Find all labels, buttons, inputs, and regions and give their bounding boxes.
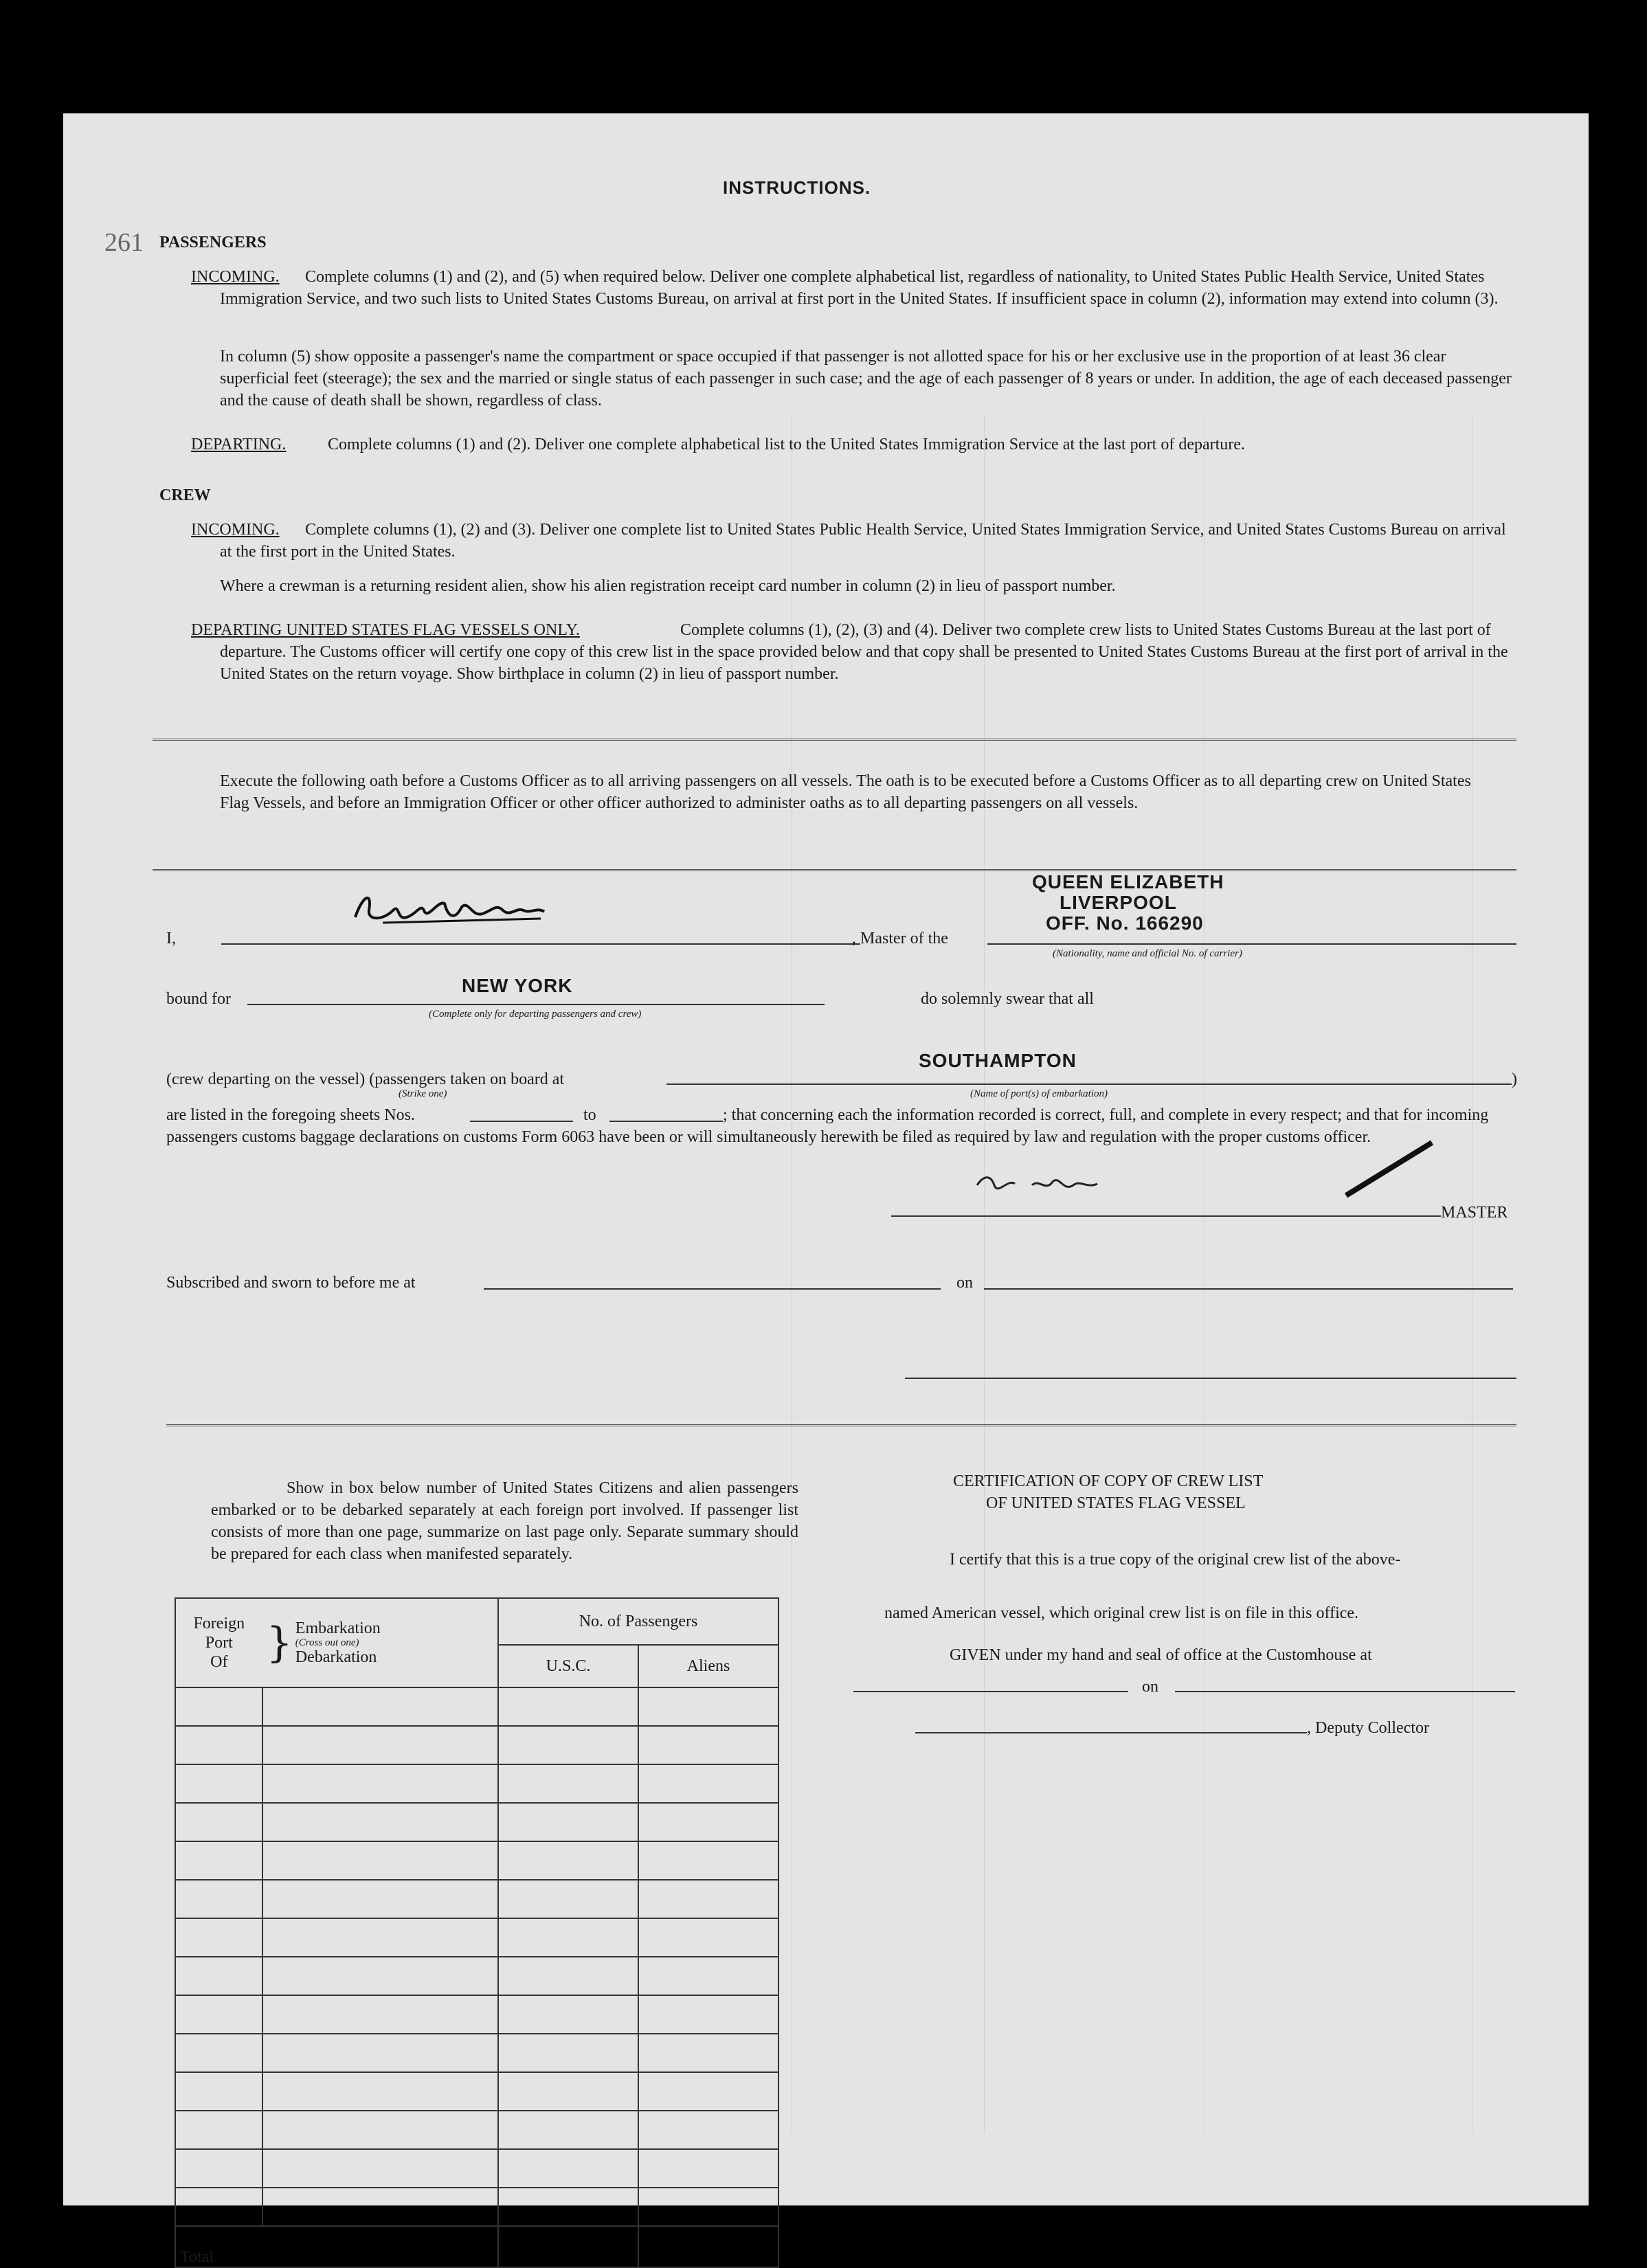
oath-bound-label: bound for bbox=[166, 990, 231, 1008]
aliens-cell[interactable] bbox=[638, 2072, 778, 2111]
deputy-signature-field[interactable] bbox=[915, 1732, 1307, 1733]
port-cell[interactable] bbox=[175, 1841, 262, 1880]
port-cell[interactable] bbox=[175, 1803, 262, 1841]
listed-text-a: are listed in the foregoing sheets Nos. bbox=[166, 1106, 415, 1124]
aliens-cell[interactable] bbox=[638, 2111, 778, 2149]
aliens-cell[interactable] bbox=[638, 1726, 778, 1764]
aliens-cell[interactable] bbox=[638, 1764, 778, 1803]
brace-icon: } bbox=[266, 1619, 293, 1667]
embarkation-stamp: SOUTHAMPTON bbox=[919, 1050, 1077, 1071]
embarkation-close-paren: ) bbox=[1512, 1070, 1517, 1088]
oath-master-of-label: , Master of the bbox=[852, 930, 948, 947]
embark-debark-cell[interactable] bbox=[262, 1726, 498, 1764]
oath-i-label: I, bbox=[166, 930, 176, 947]
summary-row bbox=[175, 1880, 778, 1918]
usc-cell[interactable] bbox=[498, 2111, 638, 2149]
col-cross: (Cross out one) bbox=[295, 1637, 359, 1648]
vessel-name-stamp: QUEEN ELIZABETH bbox=[1032, 871, 1224, 892]
col-of: Of bbox=[210, 1653, 228, 1671]
summary-row bbox=[175, 2111, 778, 2149]
passenger-summary-table bbox=[175, 1597, 779, 2268]
summary-row bbox=[175, 1764, 778, 1803]
passengers-incoming-label: INCOMING. bbox=[191, 268, 280, 286]
aliens-cell[interactable] bbox=[638, 1995, 778, 2034]
vessel-port-stamp: LIVERPOOL bbox=[1060, 892, 1177, 913]
embark-debark-cell[interactable] bbox=[262, 1841, 498, 1880]
usc-cell[interactable] bbox=[498, 1918, 638, 1957]
port-cell[interactable] bbox=[175, 1726, 262, 1764]
usc-cell[interactable] bbox=[498, 2188, 638, 2226]
port-cell[interactable] bbox=[175, 1995, 262, 2034]
usc-cell[interactable] bbox=[498, 2072, 638, 2111]
summary-row bbox=[175, 2188, 778, 2226]
strike-caption: (Strike one) bbox=[399, 1088, 447, 1099]
col-embarkation: Embarkation bbox=[295, 1619, 381, 1637]
port-cell[interactable] bbox=[175, 2149, 262, 2188]
col-no-passengers: No. of Passengers bbox=[498, 1598, 778, 1645]
total-label: Total bbox=[175, 2226, 498, 2267]
aliens-cell[interactable] bbox=[638, 1957, 778, 1995]
summary-row bbox=[175, 1995, 778, 2034]
oath-swear-text: do solemnly swear that all bbox=[921, 990, 1094, 1008]
deputy-label: , Deputy Collector bbox=[1307, 1719, 1429, 1737]
page-title: INSTRUCTIONS. bbox=[723, 177, 871, 198]
header-foreign-port bbox=[175, 1598, 262, 1687]
crew-alien-text: Where a crewman is a returning resident alien, show his alien registration receipt card number in column (2) in lieu of passport number. bbox=[220, 577, 1116, 595]
embark-debark-cell[interactable] bbox=[262, 1687, 498, 1726]
crew-incoming-label: INCOMING. bbox=[191, 521, 280, 539]
embark-debark-cell[interactable] bbox=[262, 1995, 498, 2034]
master-signature-field[interactable] bbox=[891, 1215, 1441, 1217]
vessel-field[interactable] bbox=[987, 943, 1516, 945]
embarkation-field[interactable] bbox=[666, 1084, 1512, 1085]
section-divider bbox=[166, 1424, 1516, 1426]
certification-title-line1: CERTIFICATION OF COPY OF CREW LIST bbox=[953, 1472, 1264, 1490]
summary-row bbox=[175, 1726, 778, 1764]
subscribed-on-label: on bbox=[956, 1274, 973, 1292]
usc-cell[interactable] bbox=[498, 1764, 638, 1803]
page-number: 261 bbox=[104, 228, 144, 257]
vessel-official-no-stamp: OFF. No. 166290 bbox=[1046, 912, 1204, 934]
port-cell[interactable] bbox=[175, 2111, 262, 2149]
listed-to: to bbox=[583, 1106, 596, 1124]
header-embark-debark bbox=[262, 1598, 498, 1687]
embark-debark-cell[interactable] bbox=[262, 1957, 498, 1995]
aliens-cell[interactable] bbox=[638, 1918, 778, 1957]
customhouse-field[interactable] bbox=[853, 1691, 1128, 1692]
crew-heading: CREW bbox=[159, 486, 211, 504]
given-text: GIVEN under my hand and seal of office at the Customhouse at bbox=[950, 1646, 1372, 1664]
summary-row bbox=[175, 1803, 778, 1841]
oath-intro: Execute the following oath before a Customs Officer as to all arriving passengers on all vessels. The oath is to be executed before a Customs Officer as to all departing crew on United States Flag Vessels, and before an Immigration Officer or other officer authorized to administer oaths as to all departing passengers on all vessels. bbox=[220, 772, 1471, 812]
aliens-cell[interactable] bbox=[638, 1880, 778, 1918]
usc-cell[interactable] bbox=[498, 1726, 638, 1764]
subscribed-label: Subscribed and sworn to before me at bbox=[166, 1274, 416, 1292]
master-name-field[interactable] bbox=[221, 943, 860, 945]
embark-debark-cell[interactable] bbox=[262, 1764, 498, 1803]
embark-debark-cell[interactable] bbox=[262, 2188, 498, 2226]
oath-crew-pass-label: (crew departing on the vessel) (passengers taken on board at bbox=[166, 1070, 565, 1088]
summary-row bbox=[175, 1841, 778, 1880]
certify-line2: named American vessel, which original crew list is on file in this office. bbox=[884, 1604, 1359, 1622]
passengers-incoming-text: Complete columns (1) and (2), and (5) when required below. Deliver one complete alphabetical list, regardless of nationality, to United States Public Health Service, United States Immigration Service, and two such lists to United States Customs Bureau, on arrival at first port in the United States. If insufficient space in column (2), information may extend into column (3). bbox=[220, 268, 1499, 308]
usc-cell[interactable] bbox=[498, 2149, 638, 2188]
section-divider bbox=[153, 739, 1516, 741]
aliens-cell[interactable] bbox=[638, 2149, 778, 2188]
certification-on-label: on bbox=[1142, 1678, 1158, 1696]
summary-row bbox=[175, 2034, 778, 2072]
col-port: Port bbox=[205, 1634, 233, 1652]
crew-departing-text: Complete columns (1), (2), (3) and (4). Deliver two complete crew lists to United States Customs Bureau at the last port of departure. The Customs officer will certify one copy of this crew list in the space provided below and that copy shall be presented to United States Customs Bureau at the first port of arrival in the United States on the return voyage. Show birthplace in column (2) in lieu of passport number. bbox=[220, 621, 1508, 683]
embarkation-caption: (Name of port(s) of embarkation) bbox=[970, 1088, 1108, 1099]
destination-caption: (Complete only for departing passengers and crew) bbox=[429, 1009, 642, 1020]
destination-stamp: NEW YORK bbox=[462, 975, 573, 996]
certification-title-line2: OF UNITED STATES FLAG VESSEL bbox=[986, 1494, 1246, 1512]
total-usc-cell[interactable] bbox=[498, 2226, 638, 2267]
col-aliens: Aliens bbox=[638, 1645, 778, 1687]
summary-row bbox=[175, 1918, 778, 1957]
passengers-heading: PASSENGERS bbox=[159, 234, 267, 251]
aliens-cell[interactable] bbox=[638, 1803, 778, 1841]
usc-cell[interactable] bbox=[498, 1687, 638, 1726]
pen-stroke-mark bbox=[1343, 1137, 1439, 1199]
aliens-cell[interactable] bbox=[638, 2188, 778, 2226]
embark-debark-cell[interactable] bbox=[262, 2034, 498, 2072]
summary-rows bbox=[175, 1687, 778, 2226]
total-aliens-cell[interactable] bbox=[638, 2226, 778, 2267]
summary-row bbox=[175, 2072, 778, 2111]
usc-cell[interactable] bbox=[498, 1841, 638, 1880]
master-label: MASTER bbox=[1441, 1204, 1508, 1222]
sworn-place-field[interactable] bbox=[484, 1288, 941, 1290]
usc-cell[interactable] bbox=[498, 1995, 638, 2034]
embark-debark-cell[interactable] bbox=[262, 1803, 498, 1841]
embark-debark-cell[interactable] bbox=[262, 2111, 498, 2149]
port-cell[interactable] bbox=[175, 1957, 262, 1995]
certification-date-field[interactable] bbox=[1175, 1691, 1515, 1692]
summary-instructions: Show in box below number of United States Citizens and alien passengers embarked or to be debarked separately at each foreign port involved. If passenger list consists of more than one page, summarize on last page only. Separate summary should be prepared for each class when manifested separately. bbox=[211, 1479, 798, 1563]
port-cell[interactable] bbox=[175, 2188, 262, 2226]
vessel-caption: (Nationality, name and official No. of carrier) bbox=[1053, 948, 1242, 959]
col-debarkation: Debarkation bbox=[295, 1648, 377, 1666]
master-signature bbox=[341, 883, 554, 931]
passengers-departing-label: DEPARTING. bbox=[191, 436, 287, 453]
crew-departing-label: DEPARTING UNITED STATES FLAG VESSELS ONLY. bbox=[191, 621, 580, 639]
usc-cell[interactable] bbox=[498, 1880, 638, 1918]
port-cell[interactable] bbox=[175, 1764, 262, 1803]
usc-cell[interactable] bbox=[498, 1803, 638, 1841]
passengers-column5-text: In column (5) show opposite a passenger's name the compartment or space occupied if that passenger is not allotted space for his or her exclusive use in the proportion of at least 36 clear superficial feet (steerage); the sex and the married or single status of each passenger in such case; and the age of each passenger of 8 years or under. In addition, the age of each deceased passenger and the cause of death shall be shown, regardless of class. bbox=[220, 348, 1512, 409]
port-cell[interactable] bbox=[175, 1687, 262, 1726]
embark-debark-cell[interactable] bbox=[262, 1880, 498, 1918]
embark-debark-cell[interactable] bbox=[262, 1918, 498, 1957]
embark-debark-cell[interactable] bbox=[262, 2149, 498, 2188]
summary-row bbox=[175, 1687, 778, 1726]
port-cell[interactable] bbox=[175, 1880, 262, 1918]
crew-incoming-text: Complete columns (1), (2) and (3). Deliver one complete list to United States Public Health Service, United States Immigration Service, and United States Customs Bureau on arrival at the first port in the United States. bbox=[220, 521, 1506, 561]
col-usc: U.S.C. bbox=[498, 1645, 638, 1687]
col-foreign: Foreign bbox=[193, 1615, 245, 1632]
port-cell[interactable] bbox=[175, 2072, 262, 2111]
aliens-cell[interactable] bbox=[638, 1687, 778, 1726]
officer-signature-field[interactable] bbox=[905, 1378, 1516, 1379]
second-signature bbox=[970, 1165, 1121, 1199]
summary-row bbox=[175, 2149, 778, 2188]
summary-row bbox=[175, 1957, 778, 1995]
passengers-departing-text: Complete columns (1) and (2). Deliver one complete alphabetical list to the United States Immigration Service at the last port of departure. bbox=[328, 436, 1245, 453]
total-row bbox=[175, 2226, 778, 2267]
embark-debark-cell[interactable] bbox=[262, 2072, 498, 2111]
certify-line1: I certify that this is a true copy of the original crew list of the above- bbox=[950, 1551, 1401, 1569]
port-cell[interactable] bbox=[175, 1918, 262, 1957]
aliens-cell[interactable] bbox=[638, 2034, 778, 2072]
form-page bbox=[63, 113, 1589, 2266]
section-divider bbox=[153, 869, 1516, 871]
usc-cell[interactable] bbox=[498, 1957, 638, 1995]
destination-field[interactable] bbox=[247, 1004, 825, 1005]
listed-text-b: ; that concerning each the information recorded is correct, full, and complete in every respect; and that for incoming passengers customs baggage declarations on customs Form 6063 have been or will simultaneously herewith be filed as required by law and regulation with the proper customs officer. bbox=[166, 1106, 1489, 1146]
usc-cell[interactable] bbox=[498, 2034, 638, 2072]
port-cell[interactable] bbox=[175, 2034, 262, 2072]
sworn-date-field[interactable] bbox=[984, 1288, 1513, 1290]
aliens-cell[interactable] bbox=[638, 1841, 778, 1880]
